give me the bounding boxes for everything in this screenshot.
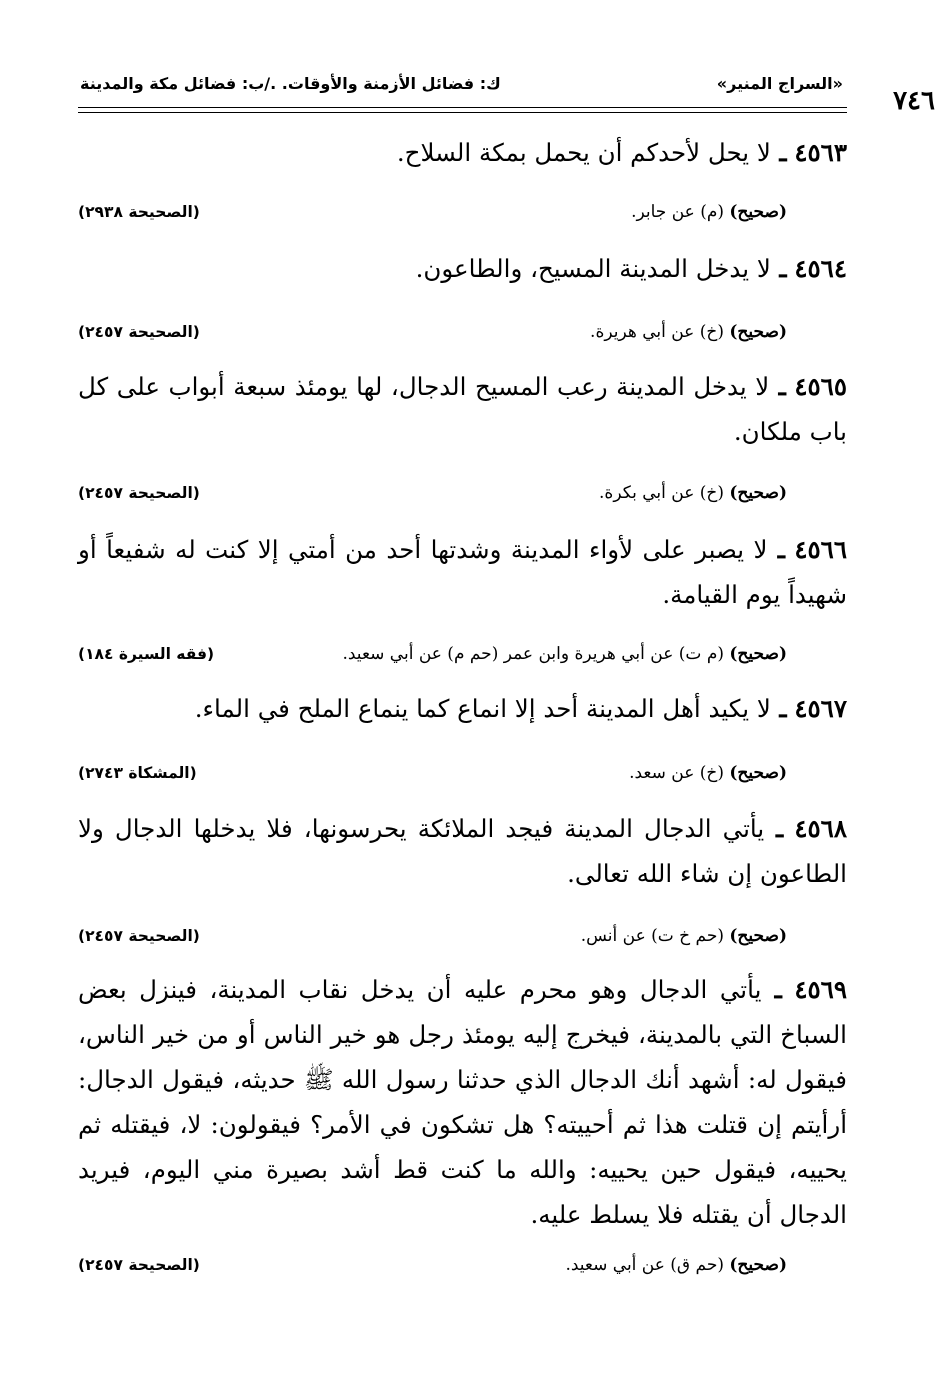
hadith-narration: (م) عن جابر. — [631, 202, 724, 222]
hadith-reference — [78, 320, 787, 344]
hadith-number: ٤٥٦٩ — [794, 975, 847, 1004]
hadith-source: (الصحيحة ٢٤٥٧) — [78, 484, 200, 502]
hadith-source: (المشكاة ٢٧٤٣) — [78, 764, 197, 782]
reference-narration-line — [599, 481, 787, 505]
header-rule-bottom — [78, 112, 847, 113]
hadith-source: (فقه السيرة ١٨٤) — [78, 645, 215, 663]
hadith-grade: (صحيح) — [729, 322, 787, 342]
hadith-dash: ـ — [769, 372, 786, 401]
hadith-reference — [78, 924, 787, 948]
hadith-text: لا يدخل المدينة رعب المسيح الدجال، لها يومئذ سبعة أبواب على كل باب ملكان. — [78, 372, 847, 446]
hadith-reference — [78, 200, 787, 224]
hadith-entry — [78, 246, 847, 291]
hadith-number: ٤٥٦٧ — [794, 694, 847, 723]
hadith-source: (الصحيحة ٢٤٥٧) — [78, 323, 200, 341]
hadith-dash: ـ — [770, 138, 787, 167]
hadith-narration: (حم خ ت) عن أنس. — [580, 926, 724, 946]
hadith-text: يأتي الدجال وهو محرم عليه أن يدخل نقاب المدينة، فينزل بعض السباخ التي بالمدينة، فيخرج إليه يومئذ رجل هو خير الناس أو من خير الناس، فيقول له: أشهد أنك الدجال الذي حدثنا رسول الله ﷺ حديثه، فيقول الدجال: أرأيتم إن قتلت هذا ثم أحييته؟ هل تشكون في الأمر؟ فيقولون: لا، فيقتله ثم يحييه، فيقول حين يحييه: والله ما كنت قط أشد بصيرة مني اليوم، فيريد الدجال أن يقتله فلا يسلط عليه. — [78, 975, 847, 1229]
hadith-entry — [78, 967, 847, 1237]
hadith-grade: (صحيح) — [729, 483, 787, 503]
hadith-number: ٤٥٦٦ — [794, 535, 847, 564]
hadith-entry — [78, 130, 847, 175]
hadith-narration: (م ت) عن أبي هريرة وابن عمر (حم م) عن أبي سعيد. — [342, 644, 724, 664]
hadith-dash: ـ — [770, 254, 787, 283]
hadith-text: لا يدخل المدينة المسيح، والطاعون. — [415, 254, 771, 283]
hadith-source: (الصحيحة ٢٤٥٧) — [78, 927, 200, 945]
hadith-dash: ـ — [770, 694, 787, 723]
hadith-reference — [78, 761, 787, 785]
hadith-reference — [78, 481, 787, 505]
hadith-narration: (حم ق) عن أبي سعيد. — [565, 1255, 724, 1275]
hadith-text: لا يصبر على لأواء المدينة وشدتها أحد من أمتي إلا كنت له شفيعاً أو شهيداً يوم القيامة. — [78, 535, 847, 609]
hadith-number: ٤٥٦٤ — [794, 254, 847, 283]
reference-narration-line — [631, 200, 787, 224]
hadith-entry — [78, 527, 847, 617]
reference-narration-line — [581, 924, 787, 948]
reference-narration-line — [342, 642, 787, 666]
hadith-entry — [78, 806, 847, 896]
hadith-grade: (صحيح) — [729, 926, 787, 946]
hadith-grade: (صحيح) — [729, 644, 787, 664]
hadith-narration: (خ) عن أبي بكرة. — [599, 483, 724, 503]
hadith-source: (الصحيحة ٢٤٥٧) — [78, 1256, 200, 1274]
hadith-reference — [78, 642, 787, 666]
hadith-dash: ـ — [764, 814, 784, 843]
hadith-text: لا يكيد أهل المدينة أحد إلا انماع كما ينماع الملح في الماء. — [194, 694, 771, 723]
chapter-heading: ك: فضائل الأزمنة والأوقات. ./ب: فضائل مكة والمدينة — [80, 74, 501, 93]
reference-narration-line — [629, 761, 787, 785]
hadith-text: لا يحل لأحدكم أن يحمل بمكة السلاح. — [396, 138, 771, 167]
reference-narration-line — [590, 320, 787, 344]
book-title: «السراج المنير» — [716, 74, 843, 93]
hadith-number: ٤٥٦٣ — [794, 138, 847, 167]
hadith-text: يأتي الدجال المدينة فيجد الملائكة يحرسونها، فلا يدخلها الدجال ولا الطاعون إن شاء الله تعالى. — [78, 814, 847, 888]
hadith-reference — [78, 1253, 787, 1277]
hadith-dash: ـ — [767, 535, 785, 564]
hadith-narration: (خ) عن سعد. — [629, 763, 724, 783]
page-number: ٧٤٦ — [893, 86, 935, 116]
hadith-grade: (صحيح) — [729, 1255, 787, 1275]
hadith-source: (الصحيحة ٢٩٣٨) — [78, 203, 200, 221]
hadith-narration: (خ) عن أبي هريرة. — [590, 322, 724, 342]
hadith-grade: (صحيح) — [729, 202, 787, 222]
header-rule-top — [78, 107, 847, 108]
reference-narration-line — [565, 1253, 787, 1277]
hadith-number: ٤٥٦٥ — [794, 372, 847, 401]
hadith-number: ٤٥٦٨ — [794, 814, 847, 843]
hadith-dash: ـ — [761, 975, 782, 1004]
hadith-entry — [78, 686, 847, 731]
hadith-entry — [78, 364, 847, 454]
hadith-grade: (صحيح) — [729, 763, 787, 783]
